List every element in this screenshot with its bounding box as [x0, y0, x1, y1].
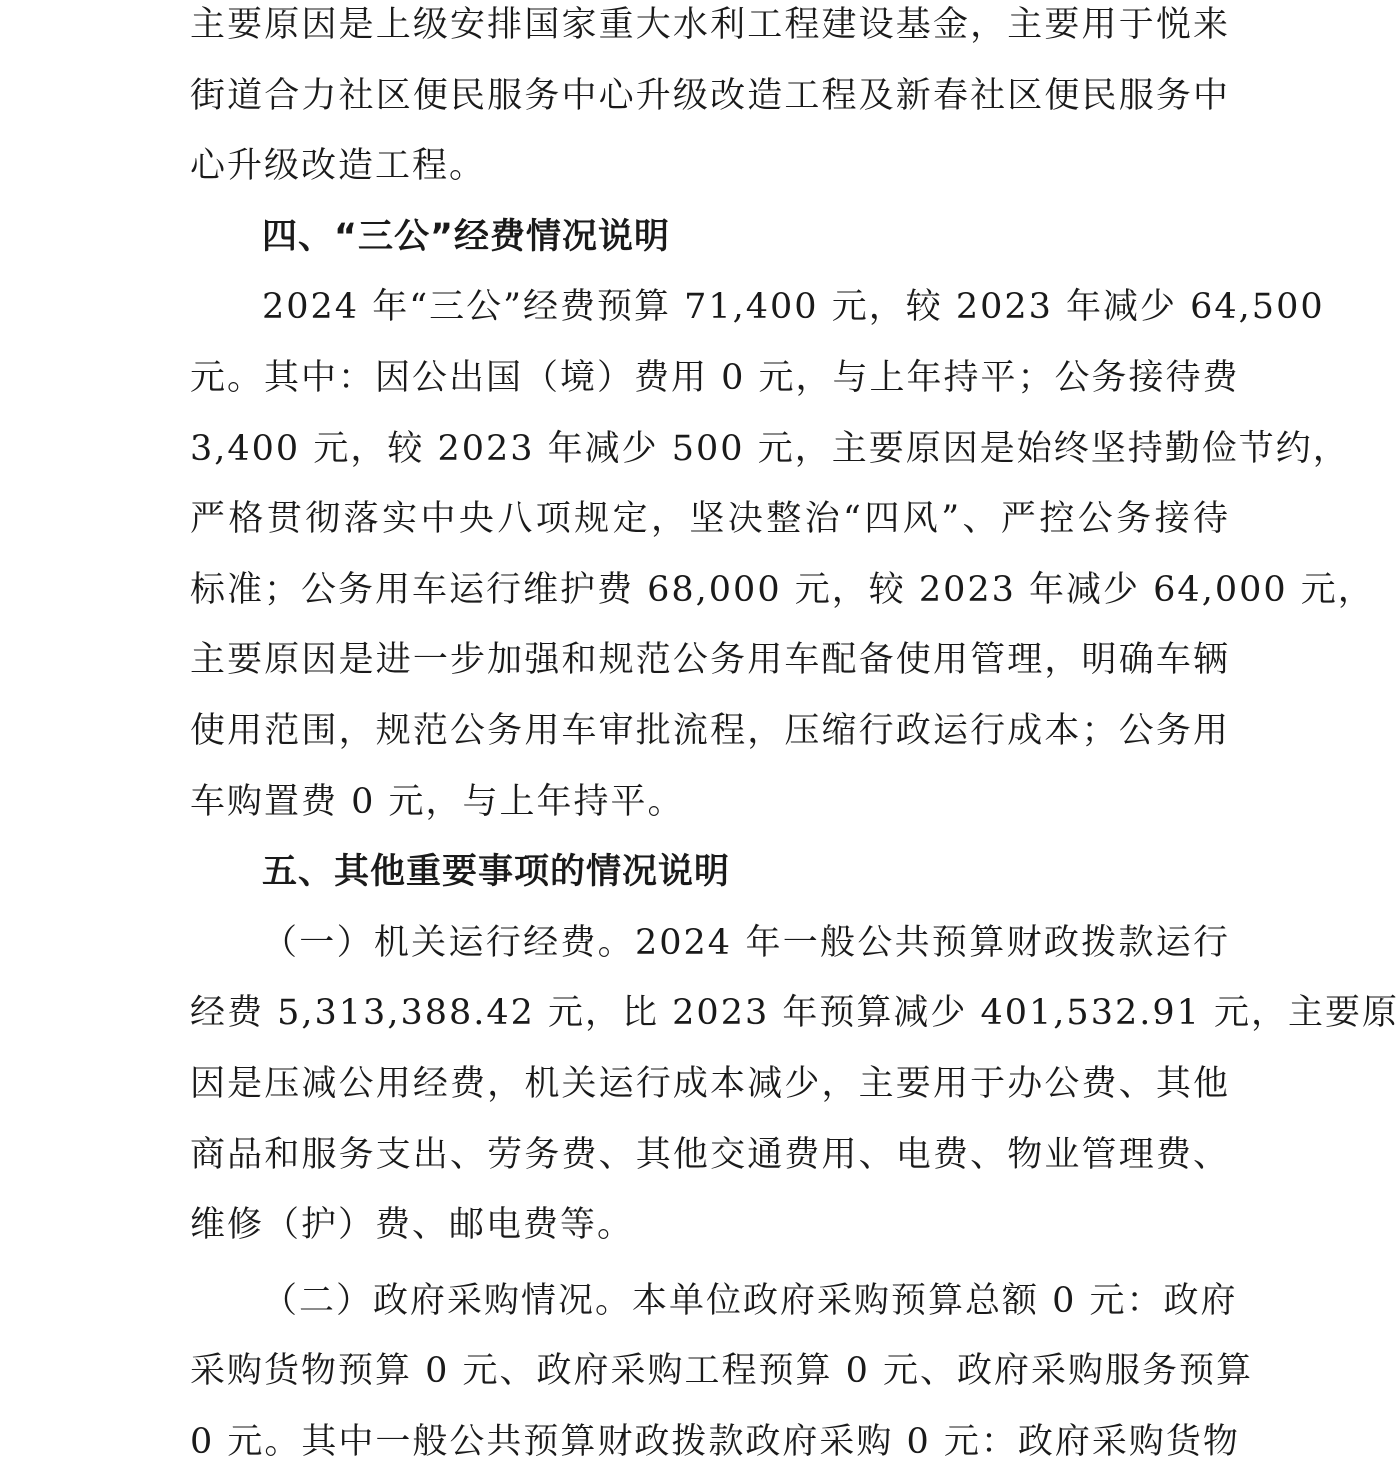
- text-line: 商品和服务支出、劳务费、其他交通费用、电费、物业管理费、: [190, 1134, 1230, 1175]
- text-line: （二）政府采购情况。本单位政府采购预算总额 0 元：政府: [262, 1280, 1238, 1321]
- text-line: 街道合力社区便民服务中心升级改造工程及新春社区便民服务中: [190, 75, 1230, 116]
- text-line: 主要原因是进一步加强和规范公务用车配备使用管理，明确车辆: [190, 640, 1230, 681]
- text-line: 3,400 元，较 2023 年减少 500 元，主要原因是始终坚持勤俭节约，: [190, 428, 1350, 469]
- text-line: 标准；公务用车运行维护费 68,000 元，较 2023 年减少 64,000 元，: [190, 569, 1375, 610]
- text-line: （一）机关运行经费。2024 年一般公共预算财政拨款运行: [262, 922, 1230, 963]
- text-line: 主要原因是上级安排国家重大水利工程建设基金，主要用于悦来: [190, 5, 1230, 45]
- section-heading-five: 五、其他重要事项的情况说明: [262, 852, 731, 893]
- document-page: [190, 0, 1399, 1477]
- text-line: 使用范围，规范公务用车审批流程，压缩行政运行成本；公务用: [190, 710, 1230, 751]
- text-line: 严格贯彻落实中央八项规定，坚决整治“四风”、严控公务接待: [190, 499, 1230, 540]
- text-line: 元。其中：因公出国（境）费用 0 元，与上年持平；公务接待费: [190, 357, 1240, 398]
- text-line: 经费 5,313,388.42 元，比 2023 年预算减少 401,532.91 元，主要原: [190, 993, 1399, 1034]
- text-line: 因是压减公用经费，机关运行成本减少，主要用于办公费、其他: [190, 1063, 1230, 1104]
- text-line: 车购置费 0 元，与上年持平。: [190, 781, 685, 822]
- text-line: 维修（护）费、邮电费等。: [190, 1205, 635, 1246]
- section-heading-four: 四、“三公”经费情况说明: [262, 216, 671, 257]
- text-line: 2024 年“三公”经费预算 71,400 元，较 2023 年减少 64,500: [262, 287, 1325, 328]
- text-line: 心升级改造工程。: [190, 146, 487, 187]
- text-line: 采购货物预算 0 元、政府采购工程预算 0 元、政府采购服务预算: [190, 1351, 1254, 1392]
- text-line: 0 元。其中一般公共预算财政拨款政府采购 0 元：政府采购货物: [190, 1421, 1240, 1462]
